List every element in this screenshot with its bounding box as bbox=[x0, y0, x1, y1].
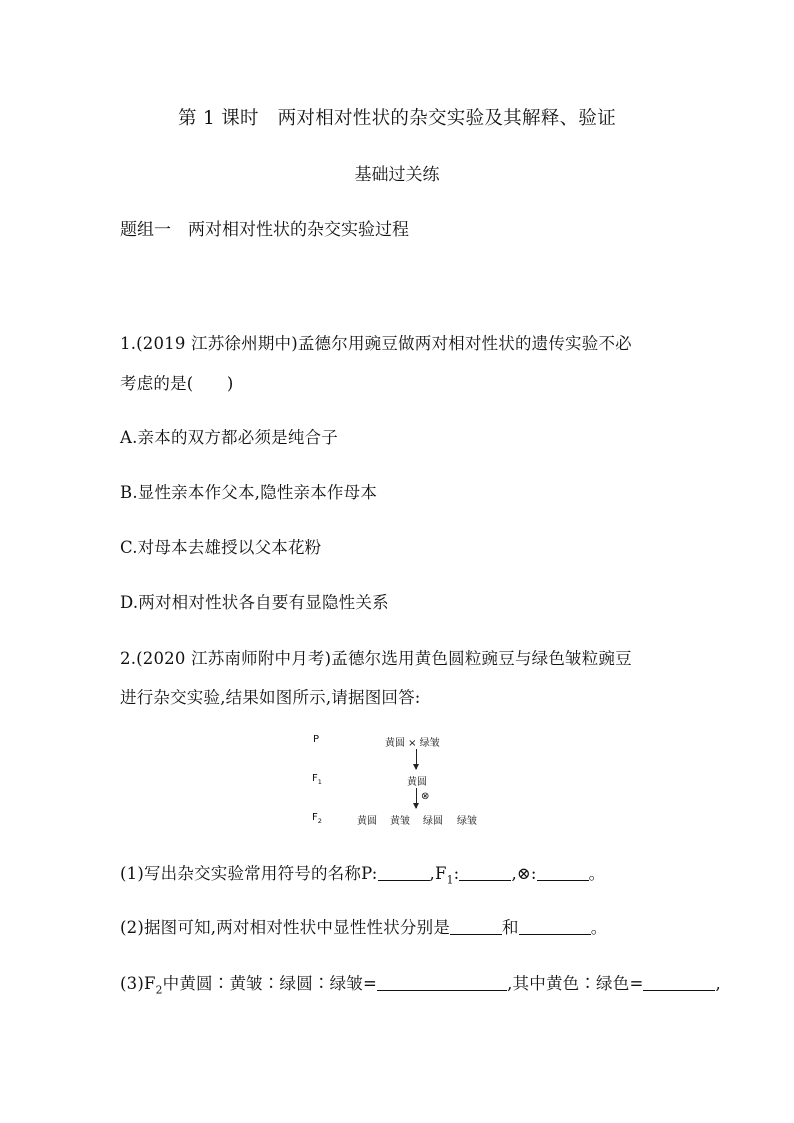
diagram-f2-value-4: 绿皱 bbox=[457, 816, 477, 827]
group-heading: 题组一 两对相对性状的杂交实验过程 bbox=[120, 220, 409, 240]
cross-diagram bbox=[305, 730, 495, 830]
question-1-option-b: B.显性亲本作父本,隐性亲本作母本 bbox=[120, 483, 378, 502]
question-2-part-3: $(3)F_2$中黄圆∶黄皱∶绿圆∶绿皱= ,其中黄色∶绿色= , bbox=[120, 974, 721, 997]
diagram-f2-value-1: 黄圆 bbox=[357, 816, 377, 827]
answer-blank-selfing[interactable] bbox=[537, 864, 589, 881]
question-1-stem-line-2: 考虑的是( ) bbox=[120, 374, 234, 393]
diagram-label-f2: $F_2$ bbox=[312, 812, 322, 825]
diagram-f2-value-3: 绿圆 bbox=[423, 816, 443, 827]
question-1-option-a: A.亲本的双方都必须是纯合子 bbox=[120, 428, 338, 447]
question-1-option-d: D.两对相对性状各自要有显隐性关系 bbox=[120, 593, 389, 612]
diagram-label-f1: $F_1$ bbox=[312, 773, 322, 786]
diagram-f1-value: 黄圆 bbox=[407, 777, 427, 788]
answer-blank-color-ratio[interactable] bbox=[643, 974, 715, 991]
page-title: 第 1 课时 两对相对性状的杂交实验及其解释、验证 bbox=[177, 108, 617, 129]
question-1-option-c: C.对母本去雄授以父本花粉 bbox=[120, 538, 322, 557]
answer-blank-dominant-2[interactable] bbox=[519, 918, 591, 935]
answer-blank-p[interactable] bbox=[378, 864, 430, 881]
diagram-f2-value-2: 黄皱 bbox=[390, 816, 410, 827]
section-subtitle: 基础过关练 bbox=[354, 165, 440, 185]
answer-blank-dominant-1[interactable] bbox=[450, 918, 502, 935]
question-2-part-1: (1)写出杂交实验常用符号的名称P: $,F_1$: ,⊗: 。 bbox=[120, 864, 606, 887]
diagram-label-p: P bbox=[313, 734, 320, 745]
question-2-part-2: (2)据图可知,两对相对性状中显性性状分别是 和 。 bbox=[120, 918, 608, 937]
diagram-parent-cross: 黄圆 × 绿皱 bbox=[385, 738, 440, 749]
answer-blank-ratio[interactable] bbox=[377, 974, 507, 991]
question-1-stem-line-1: 1.(2019 江苏徐州期中)孟德尔用豌豆做两对相对性状的遗传实验不必 bbox=[120, 334, 632, 353]
answer-blank-f1[interactable] bbox=[459, 864, 511, 881]
selfing-icon: ⊗ bbox=[421, 791, 430, 802]
diagram-arrow-p-f1 bbox=[416, 749, 417, 769]
diagram-arrow-f1-f2 bbox=[416, 788, 417, 808]
question-2-stem-line-2: 进行杂交实验,结果如图所示,请据图回答: bbox=[120, 688, 421, 707]
question-2-stem-line-1: 2.(2020 江苏南师附中月考)孟德尔选用黄色圆粒豌豆与绿色皱粒豌豆 bbox=[120, 649, 632, 668]
